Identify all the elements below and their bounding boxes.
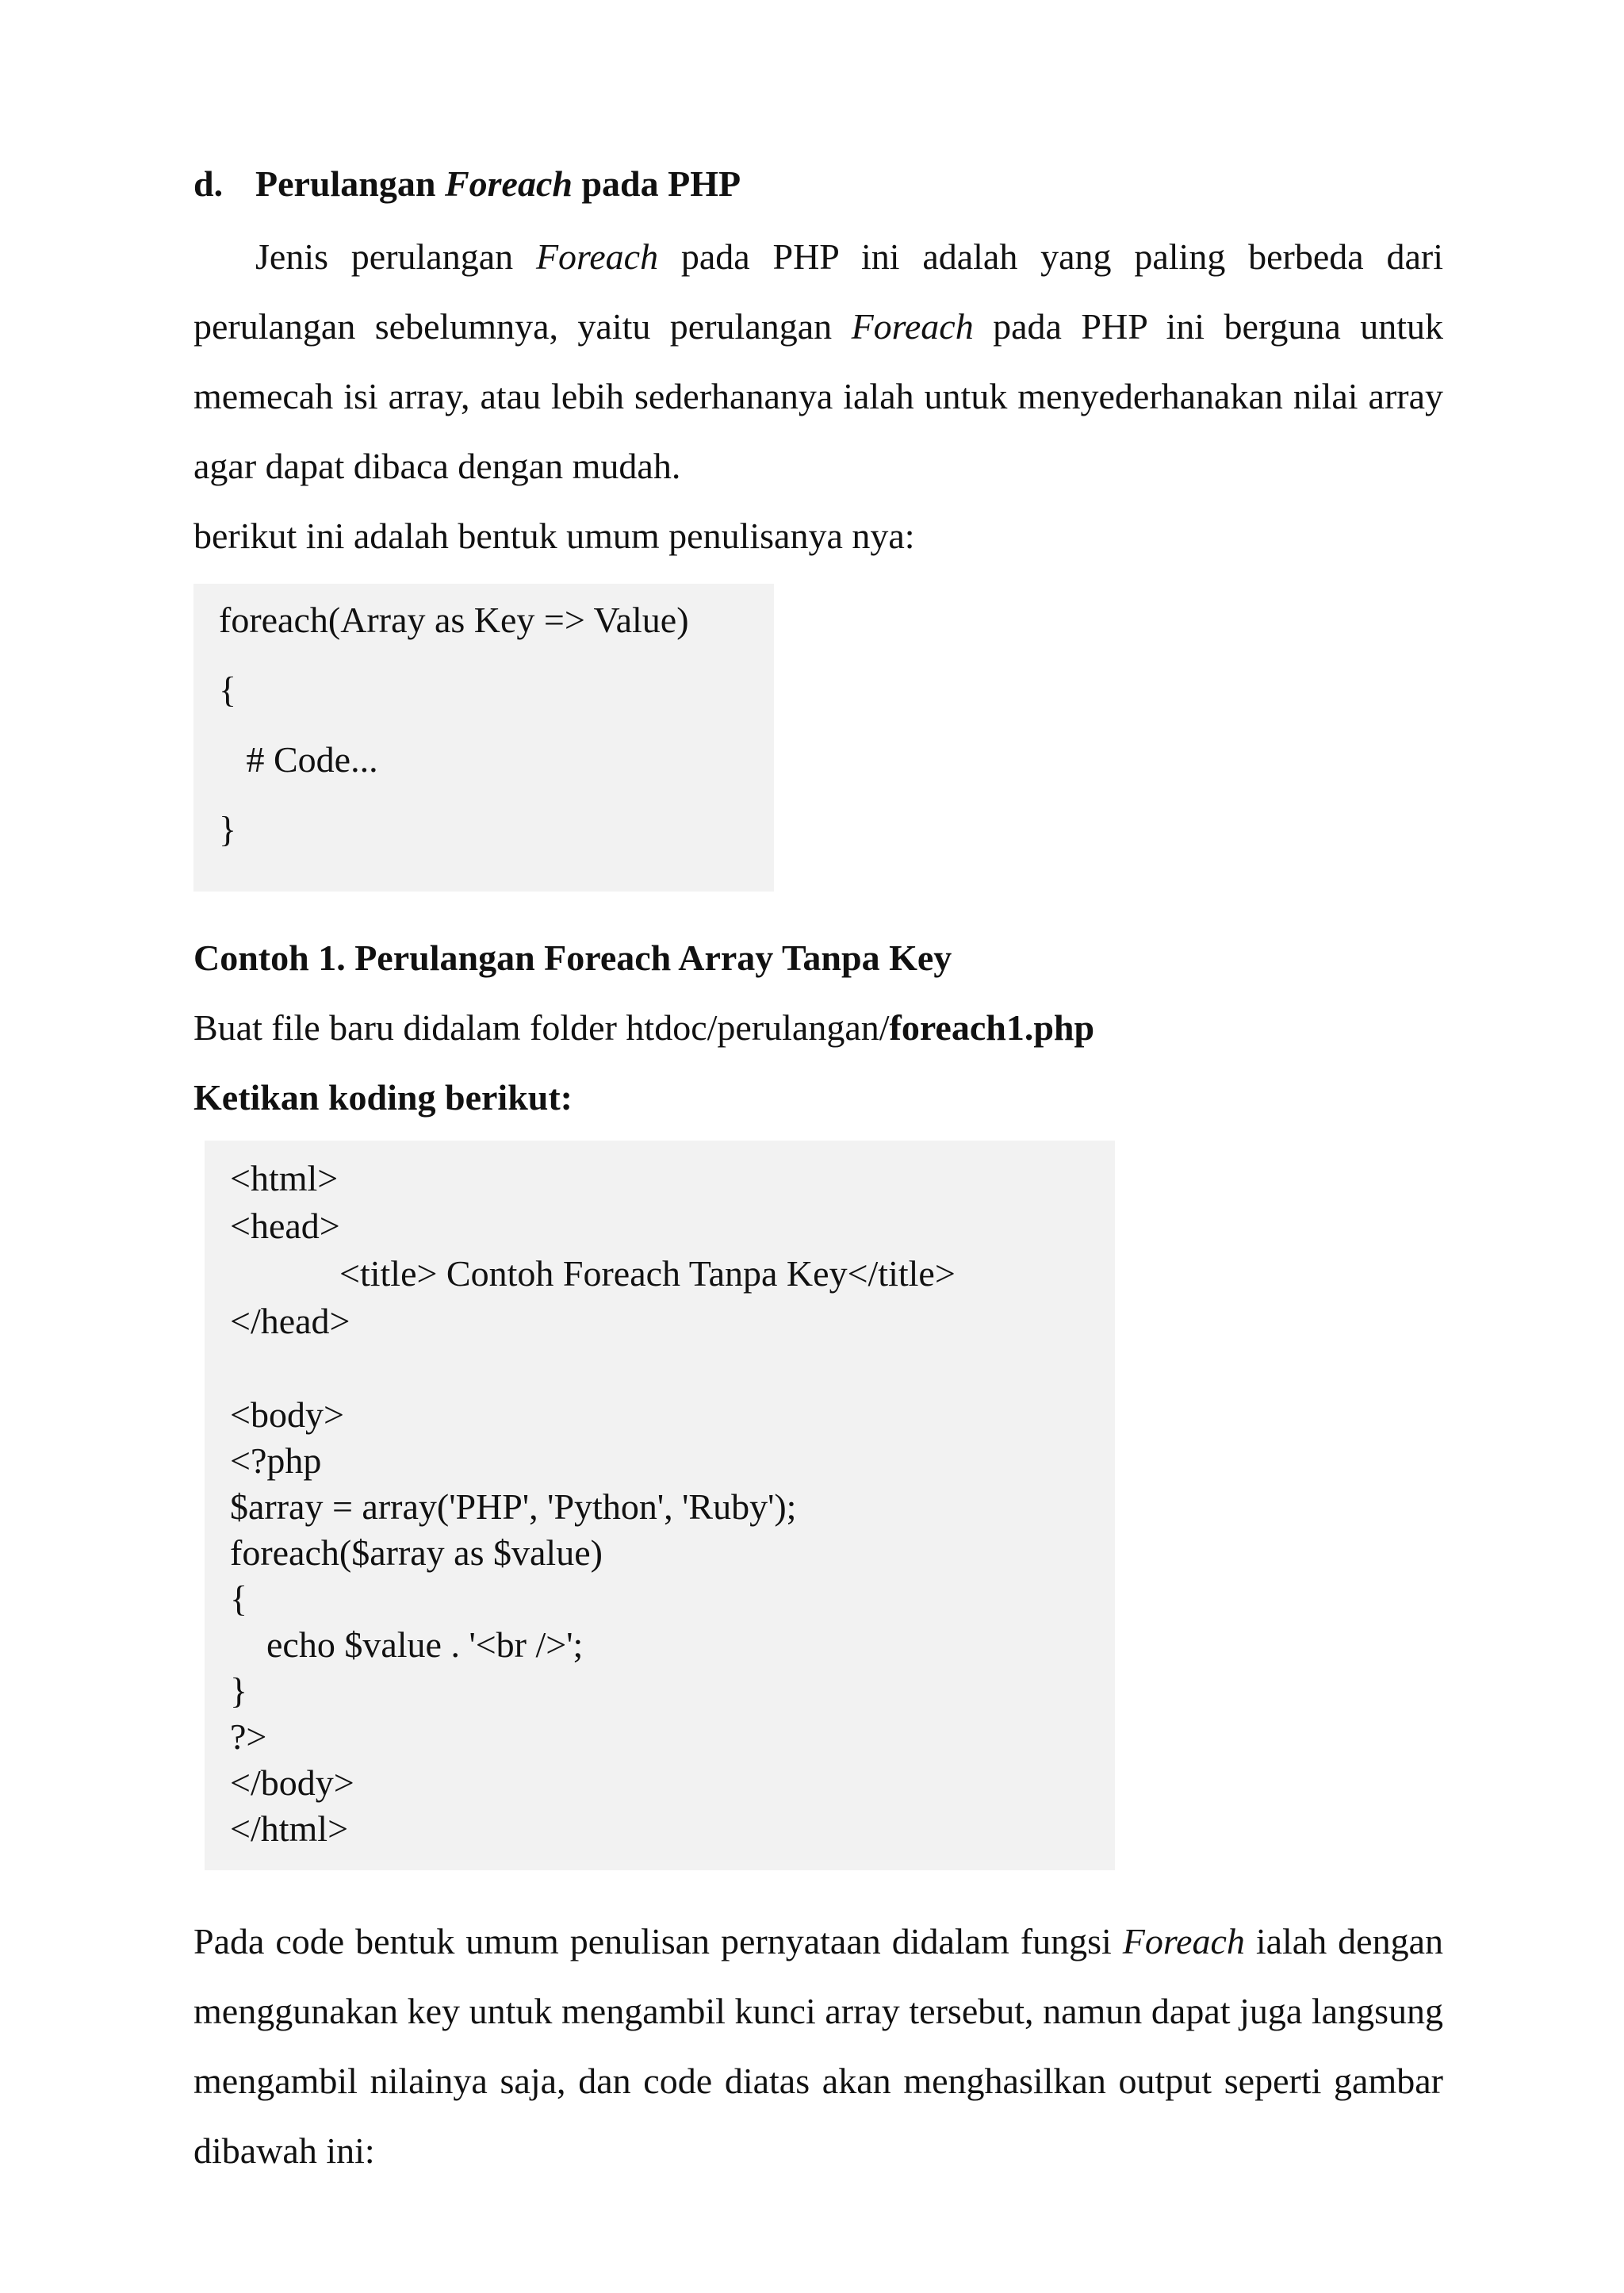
code-line: foreach(Array as Key => Value): [219, 600, 689, 640]
code-line: }: [219, 809, 237, 849]
intro-text-1: Jenis perulangan: [255, 236, 536, 277]
code-line: {: [219, 669, 237, 710]
heading-text-after: pada PHP: [572, 163, 741, 204]
syntax-intro-line: berikut ini adalah bentuk umum penulisanya nya:: [193, 516, 915, 556]
closing-text-1: Pada code bentuk umum penulisan pernyataan didalam fungsi: [193, 1921, 1123, 1961]
section-heading: [193, 159, 741, 209]
code-line: ?>: [230, 1716, 267, 1757]
file-path-prefix: Buat file baru didalam folder htdoc/perulangan/: [193, 1007, 890, 1048]
code-line: <body>: [230, 1394, 344, 1435]
code-line: <html>: [230, 1158, 339, 1198]
code-line: </head>: [230, 1301, 350, 1341]
intro-italic-2: Foreach: [851, 306, 974, 347]
code-line: </body>: [230, 1762, 354, 1803]
code-line: foreach($array as $value): [230, 1532, 603, 1573]
example-code-block: [205, 1141, 1115, 1870]
heading-text-italic: Foreach: [444, 163, 573, 204]
closing-paragraph: [193, 1907, 1443, 2186]
code-line: <title> Contoh Foreach Tanpa Key</title>: [230, 1253, 956, 1294]
example-title: Contoh 1. Perulangan Foreach Array Tanpa Key: [193, 938, 952, 978]
section-number: d.: [193, 163, 224, 204]
heading-text-before: Perulangan: [255, 163, 445, 204]
code-line: </html>: [230, 1808, 349, 1849]
closing-italic: Foreach: [1122, 1921, 1245, 1961]
code-line: # Code...: [219, 739, 378, 780]
intro-italic-1: Foreach: [535, 236, 659, 277]
code-line: {: [230, 1578, 248, 1619]
code-line: echo $value . '<br />';: [230, 1624, 584, 1665]
file-name: foreach1.php: [889, 1007, 1095, 1048]
code-line: <?php: [230, 1440, 322, 1481]
intro-text-3: pada PHP ini berguna untuk memecah isi array, atau lebih sederhananya ialah untuk menyederhanakan nilai array agar dapat dibaca dengan mudah.: [193, 306, 1443, 486]
intro-paragraph: [193, 222, 1443, 501]
code-line: $array = array('PHP', 'Python', 'Ruby');: [230, 1486, 797, 1527]
intro-text-2: pada PHP ini adalah yang paling berbeda dari perulangan sebelumnya, yaitu perulangan: [193, 236, 1443, 347]
example-instruction: Ketikan koding berikut:: [193, 1077, 573, 1118]
syntax-code-block: [193, 584, 774, 892]
closing-text-2: ialah dengan menggunakan key untuk mengambil kunci array tersebut, namun dapat juga langsung mengambil nilainya saja, dan code diatas akan menghasilkan output seperti gambar dibawah ini:: [193, 1921, 1443, 2171]
example-file-line: [193, 1003, 1094, 1053]
code-line: <head>: [230, 1206, 340, 1246]
code-line: }: [230, 1670, 248, 1711]
